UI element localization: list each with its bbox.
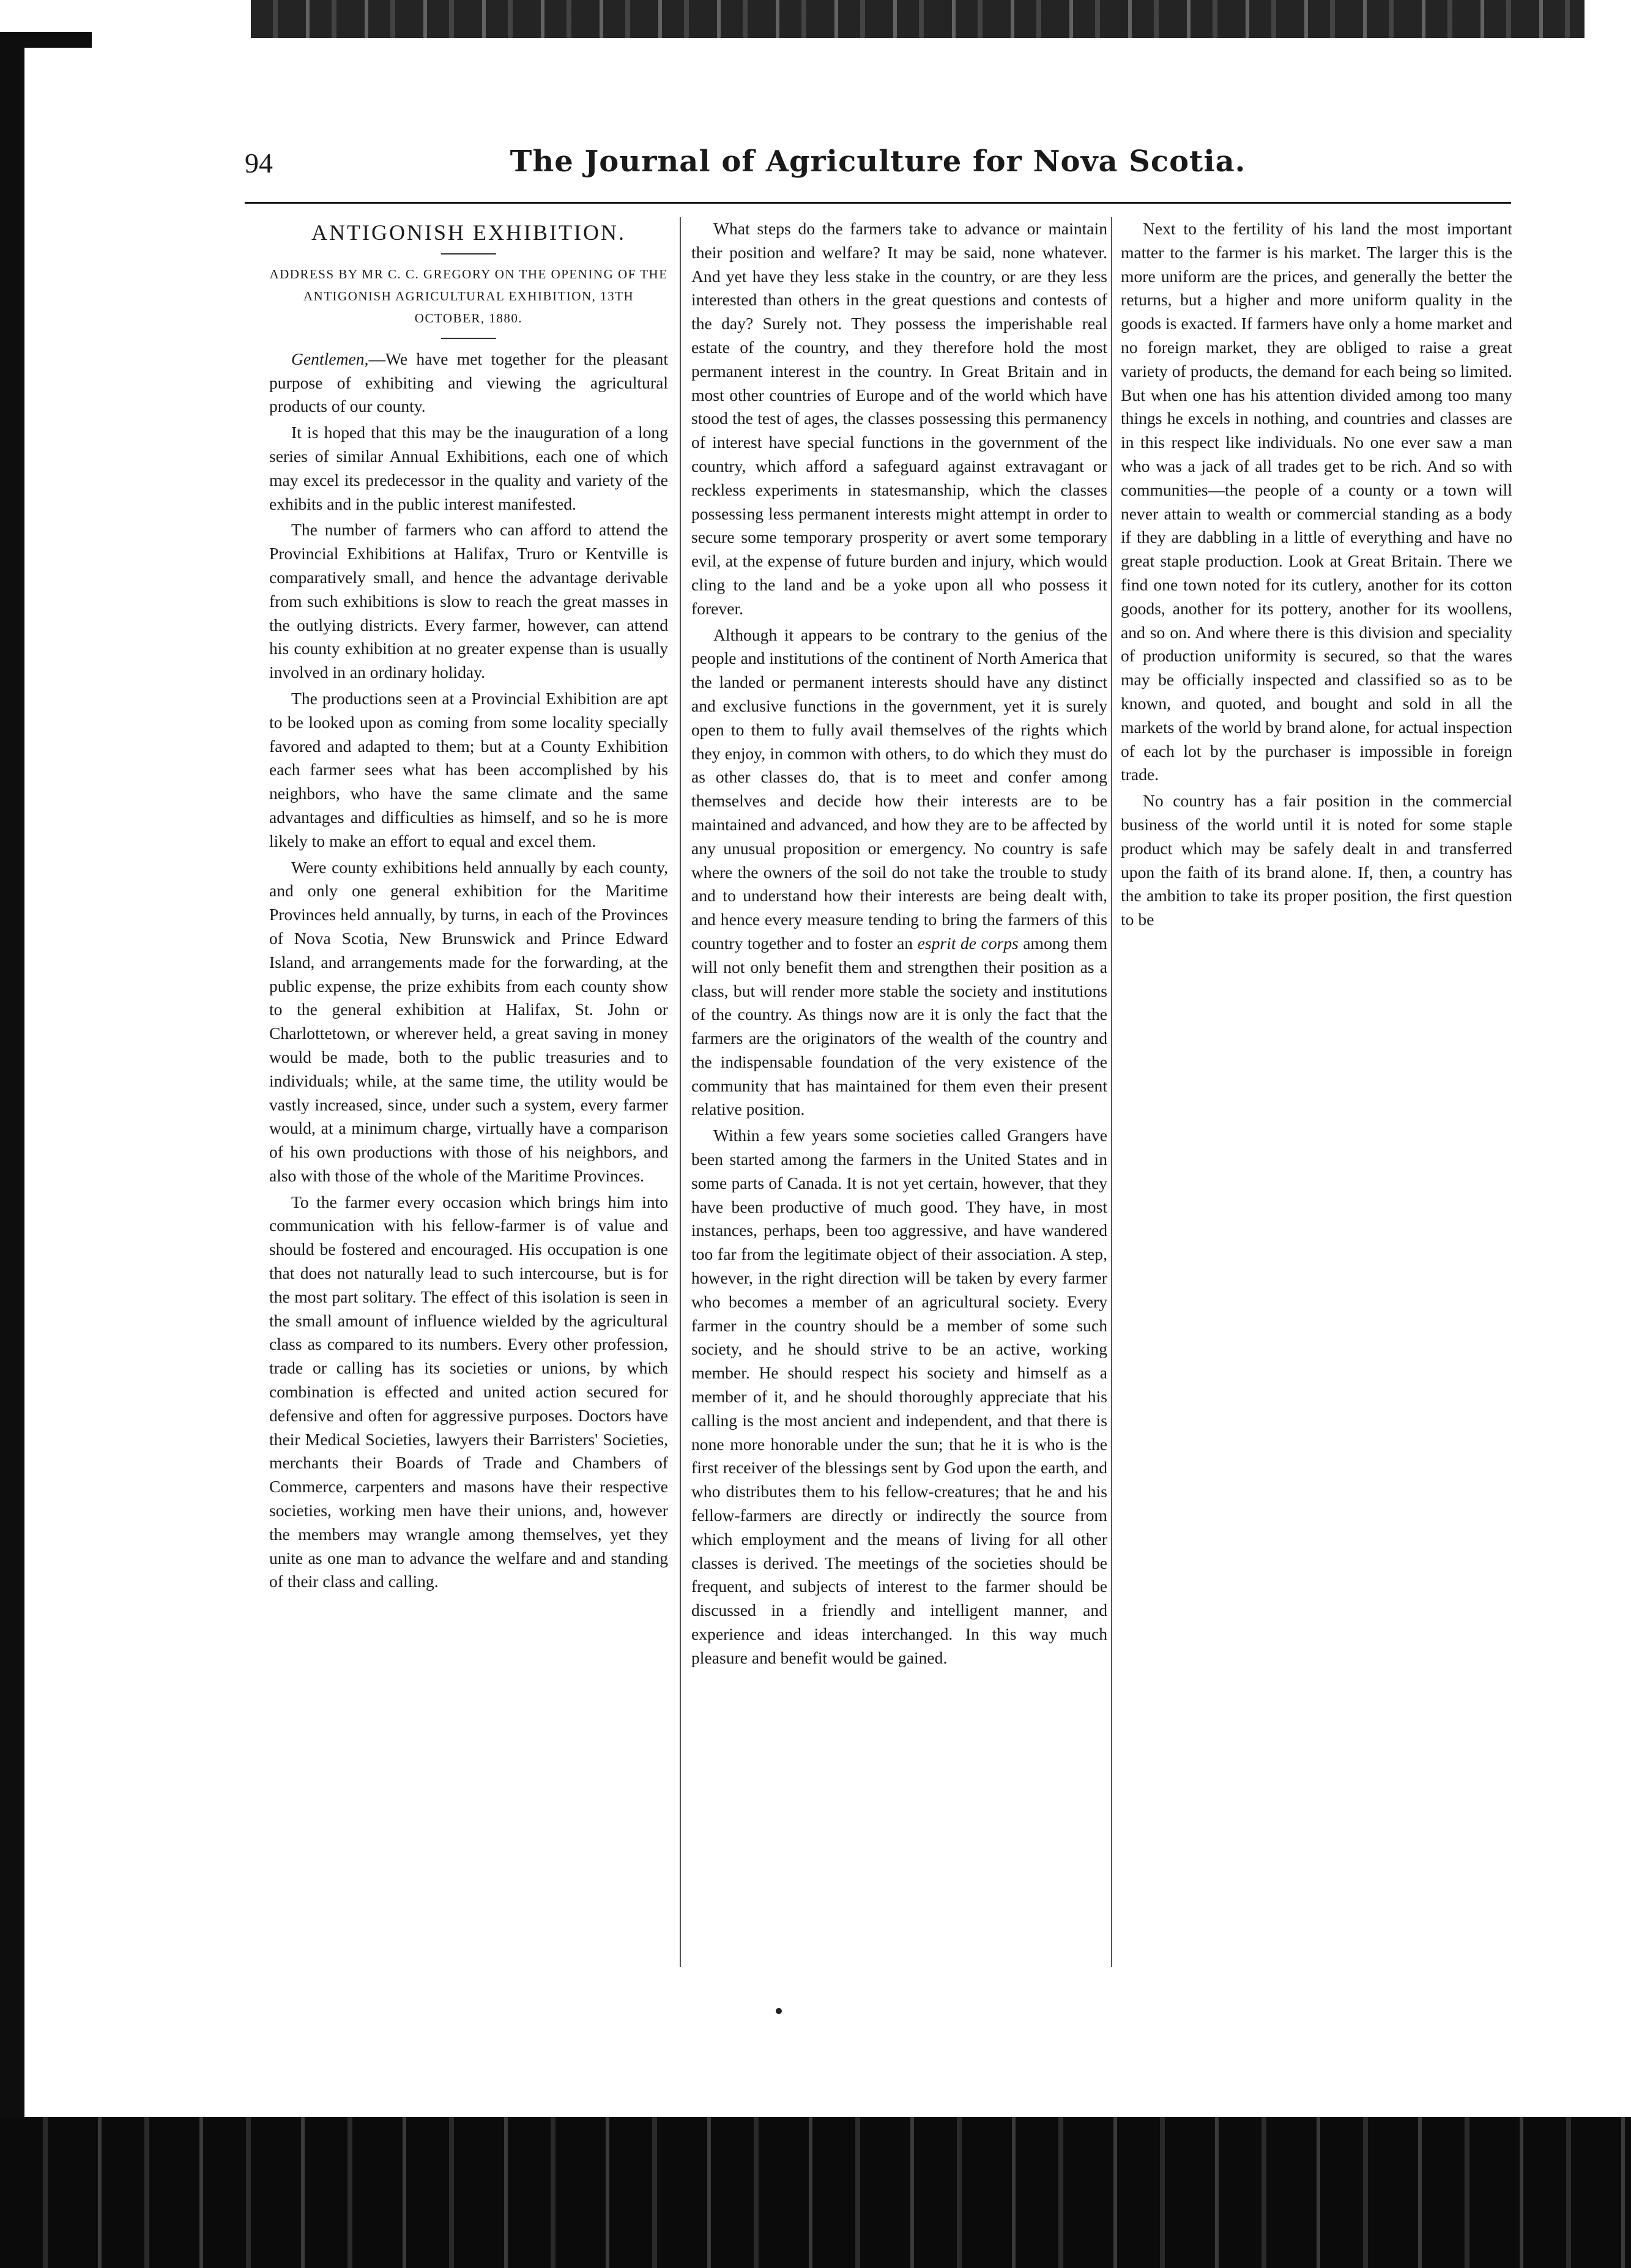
header-rule <box>245 202 1511 204</box>
scan-border-notch <box>0 32 92 48</box>
text-column-1 <box>269 217 668 1596</box>
italic-phrase: esprit de corps <box>917 933 1019 953</box>
paragraph: Within a few years some societies called Grangers have been started among the farmers in the United States and in some parts of Canada. It is not yet certain, however, that they have been productive of much good. They have, in most instances, perhaps, been too aggressive, and have wandered too far from the legitimate object of their association. A step, however, in the right direction will be taken by every farmer who becomes a member of an agricultural society. Every farmer in the country should be a member of some such society, and he should strive to be an active, working member. He should respect his society and himself as a member of it, and he should thoroughly appreciate that his calling is the most ancient and independent, and that there is none more honorable under the sun; that he it is who is the first receiver of the blessings sent by God upon the earth, and who distributes them to his fellow-creatures; that he and his fellow-farmers are directly or indirectly the source from which employment and the means of living for all other classes is derived. The meetings of the societies should be frequent, and subjects of interest to the farmer should be discussed in a friendly and intelligent manner, and experience and ideas interchanged. In this way much pleasure and benefit would be gained. <box>691 1126 1107 1667</box>
scan-border-left <box>0 32 24 2234</box>
salutation: Gentlemen, <box>291 349 369 368</box>
paragraph: To the farmer every occasion which brings him into communication with his fellow-farmer is of value and should be fostered and encouraged. His occupation is one that does not naturally lead to such intercourse, but is for the most part solitary. The effect of this isolation is seen in the small amount of influence wielded by the agricultural class as compared to its numbers. Every other profession, trade or calling has its societies or unions, by which combination is effected and united action secured for defensive and often for aggressive purposes. Doctors have their Medical Societies, lawyers their Barristers' Societies, merchants their Boards of Trade and Chambers of Commerce, carpenters and masons have their respective societies, working men have their unions, and, however the members may wrangle among themselves, yet they unite as one man to advance the welfare and and standing of their class and calling. <box>269 1192 668 1591</box>
subtitle-rule <box>441 338 496 339</box>
scan-border-top <box>251 0 1585 38</box>
scan-speck <box>776 2008 782 2014</box>
scan-border-bottom <box>0 2117 1631 2268</box>
column-rule <box>1111 217 1112 1967</box>
page-number: 94 <box>245 147 273 179</box>
paragraph: It is hoped that this may be the inauguration of a long series of similar Annual Exhibitions, each one of which may excel its predecessor in the quality and variety of the exhibits and in the public interest manifested. <box>269 423 668 513</box>
text-column-3 <box>1121 217 1512 934</box>
paragraph: The number of farmers who can afford to attend the Provincial Exhibitions at Halifax, Truro or Kentville is comparatively small, and hence the advantage derivable from such exhibitions is slow to reach the great masses in the outlying districts. Every farmer, however, can attend his county exhibition at no greater expense than is usually involved in an ordinary holiday. <box>269 520 668 682</box>
paragraph: Although it appears to be contrary to the genius of the people and institutions of the continent of North America that the landed or permanent interests should have any distinct and exclusive functions in the government, yet it is surely open to them to fully avail themselves of the rights which they enjoy, in common with others, to do which they must do as other classes do, that is to meet and confer among themselves and decide how their interests are to be maintained and advanced, and how they are to be affected by any unusual proposition or emergency. No country is safe where the owners of the soil do not take the trouble to study and to understand how their interests are being dealt with, and hence every measure tending to bring the farmers of this country together and to foster an esprit de corps among them will not only benefit them and strengthen their position as a class, but will render more stable the society and institutions of the country. As things now are it is only the fact that the farmers are the originators of the wealth of the country and the indispensable foundation of the very existence of the community that has maintained for them even their present relative position. <box>691 625 1107 1119</box>
text-column-2 <box>691 217 1107 1673</box>
paragraph: Next to the fertility of his land the most important matter to the farmer is his market. The larger this is the more uniform are the prices, and generally the better the returns, but a higher and more uniform quality in the goods is exacted. If farmers have only a home market and no foreign market, they are obliged to raise a great variety of products, the demand for each being so limited. But when one has his attention divided among too many things he excels in nothing, and countries and classes are in this respect like individuals. No one ever saw a man who was a jack of all trades get to be rich. And so with communities—the people of a county or a town will never attain to wealth or commercial standing as a body if they are dabbling in a little of everything and have no great staple production. Look at Great Britain. There we find one town noted for its cutlery, another for its cotton goods, another for its pottery, another for its woollens, and so on. And where there is this division and speciality of production uniformity is secured, so that the wares may be officially inspected and classified so as to be known, and quoted, and bought and sold in all the markets of the world by brand alone, for actual inspection of each lot by the purchaser is impossible in foreign trade. <box>1121 219 1512 784</box>
paragraph: Were county exhibitions held annually by each county, and only one general exhibition for the Maritime Provinces held annually, by turns, in each of the Provinces of Nova Scotia, New Brunswick and Prince Edward Island, and arrangements made for the forwarding, at the public expense, the prize exhibits from each county show to the general exhibition at Halifax, St. John or Charlottetown, or wherever held, a great saving in money would be made, both to the public treasuries and to individuals; while, at the same time, the utility would be vastly increased, since, under such a system, every farmer would, at a minimum charge, virtually have a comparison of his own productions with those of his neighbors, and also with those of the whole of the Maritime Provinces. <box>269 857 668 1185</box>
paragraph: The productions seen at a Provincial Exhibition are apt to be looked upon as coming from some locality specially favored and adapted to them; but at a County Exhibition each farmer sees what has been accomplished by his neighbors, who have the same climate and the same advantages and difficulties as himself, and so he is more likely to make an effort to equal and excel them. <box>269 688 668 850</box>
paragraph: Gentlemen,—We have met together for the pleasant purpose of exhibiting and viewing the agricultural products of our county. <box>269 349 668 416</box>
title-rule <box>441 253 496 255</box>
journal-title: The Journal of Agriculture for Nova Scotia. <box>510 144 1246 179</box>
running-head <box>245 141 1511 196</box>
address-subtitle: ADDRESS BY MR C. C. GREGORY ON THE OPENING OF THE ANTIGONISH AGRICULTURAL EXHIBITION, 13TH OCTOBER, 1880. <box>269 266 668 325</box>
column-rule <box>680 217 681 1967</box>
article-title: ANTIGONISH EXHIBITION. <box>311 220 626 245</box>
paragraph: What steps do the farmers take to advance or maintain their position and welfare? It may be said, none whatever. And yet have they less stake in the country, or are they less interested than others in the great questions and contests of the day? Surely not. They possess the imperishable real estate of the country, and they therefore hold the most permanent interest in the country. In Great Britain and in most other countries of Europe and of the world which have stood the test of ages, the classes possessing this permanency of interest have special functions in the government of the country, which afford a safeguard against extravagant or reckless experiments in statesmanship, which the classes possessing less permanent interests might attempt in order to secure some temporary prosperity or avert some temporary evil, at the expense of future burden and injury, which would cling to the land and be a yoke upon all who possess it forever. <box>691 219 1107 618</box>
paragraph: No country has a fair position in the commercial business of the world until it is noted for some staple product which may be safely dealt in and transferred upon the faith of its brand alone. If, then, a country has the ambition to take its proper position, the first question to be <box>1121 791 1512 929</box>
